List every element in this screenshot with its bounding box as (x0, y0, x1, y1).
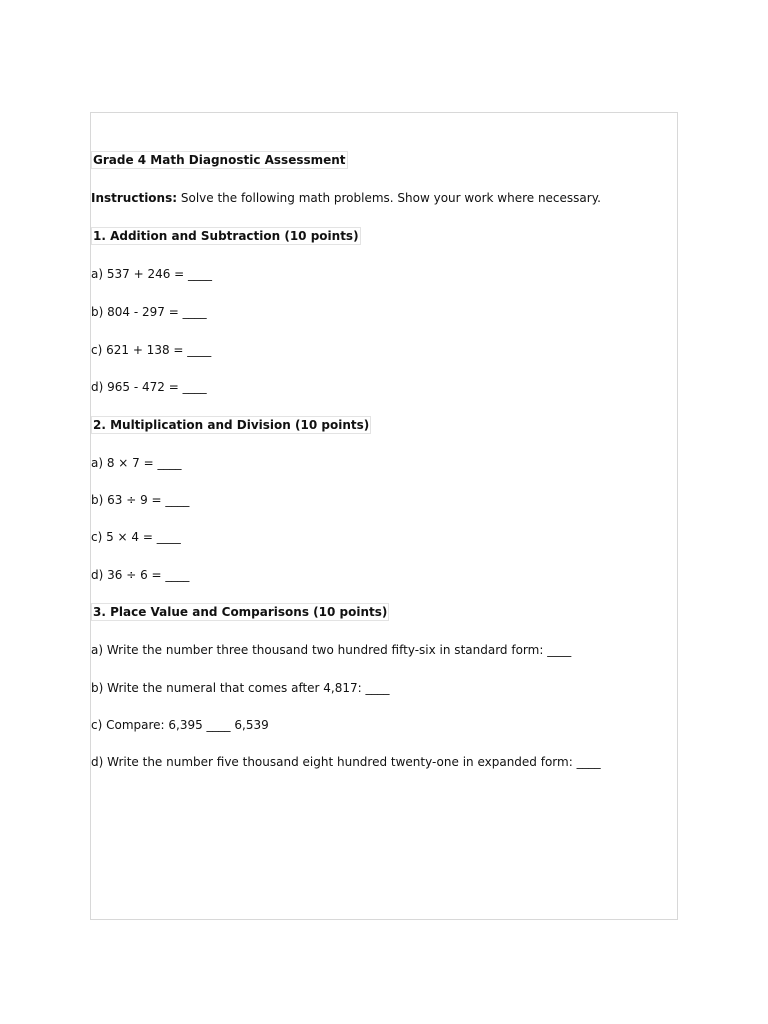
section-heading: 1. Addition and Subtraction (10 points) (93, 229, 359, 243)
section-2-heading-line (91, 416, 371, 434)
document-page (90, 112, 678, 920)
section-1-heading-line (91, 227, 361, 245)
section-3-heading-line (91, 603, 389, 621)
instructions-text: Solve the following math problems. Show your work where necessary. (177, 191, 601, 205)
section-heading: 3. Place Value and Comparisons (10 points) (93, 605, 388, 619)
question-item: c) 621 + 138 = ____ (91, 343, 212, 357)
question-item: b) 804 - 297 = ____ (91, 305, 207, 319)
question-item: b) Write the numeral that comes after 4,817: ____ (91, 681, 390, 695)
document-title-line (91, 151, 348, 169)
question-item: a) 537 + 246 = ____ (91, 267, 213, 281)
instructions-label: Instructions: (91, 191, 178, 205)
question-item: d) Write the number five thousand eight hundred twenty-one in expanded form: ____ (91, 755, 601, 769)
question-item: c) Compare: 6,395 ____ 6,539 (91, 718, 269, 732)
instructions-line (91, 189, 601, 207)
question-item: c) 5 × 4 = ____ (91, 530, 181, 544)
question-item: b) 63 ÷ 9 = ____ (91, 493, 190, 507)
document-title: Grade 4 Math Diagnostic Assessment (93, 153, 346, 167)
question-item: d) 965 - 472 = ____ (91, 380, 207, 394)
question-item: a) 8 × 7 = ____ (91, 456, 182, 470)
section-heading: 2. Multiplication and Division (10 points) (93, 418, 370, 432)
question-item: d) 36 ÷ 6 = ____ (91, 568, 190, 582)
question-item: a) Write the number three thousand two hundred fifty-six in standard form: ____ (91, 643, 572, 657)
